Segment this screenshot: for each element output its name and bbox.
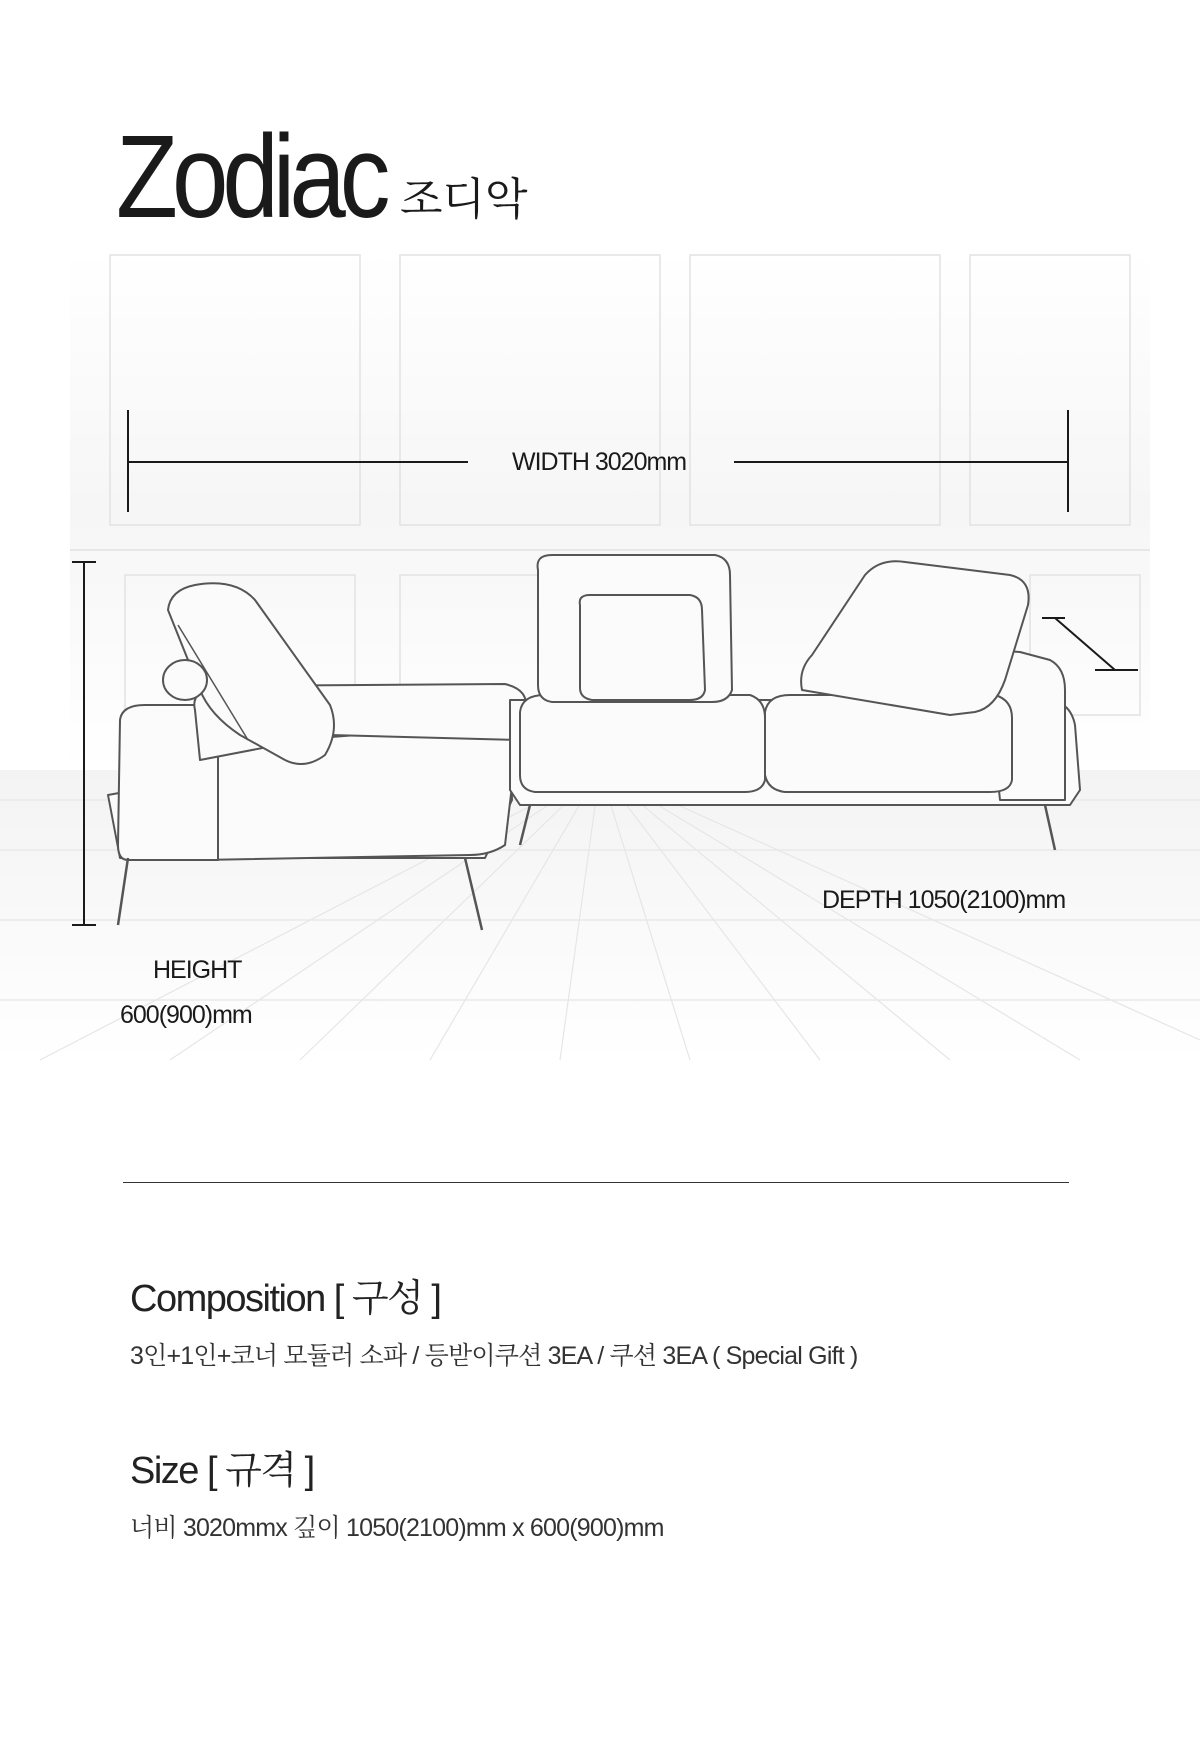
composition-text: 3인+1인+코너 모듈러 소파 / 등받이쿠션 3EA / 쿠션 3EA ( Special Gift ): [130, 1342, 858, 1370]
composition-heading: Composition [ 구성 ]: [130, 1278, 441, 1320]
section-divider: [123, 1182, 1069, 1183]
height-dimension-value: 600(900)mm: [120, 1001, 252, 1029]
size-heading: Size [ 규격 ]: [130, 1450, 314, 1492]
size-text: 너비 3020mmx 깊이 1050(2100)mm x 600(900)mm: [130, 1514, 664, 1542]
depth-dimension-label: DEPTH 1050(2100)mm: [822, 886, 1066, 914]
product-title-ko: 조디악: [400, 174, 528, 225]
width-dimension-label: WIDTH 3020mm: [512, 448, 687, 476]
product-title-en: Zodiac: [116, 111, 385, 243]
height-dimension-label: HEIGHT: [153, 956, 242, 984]
